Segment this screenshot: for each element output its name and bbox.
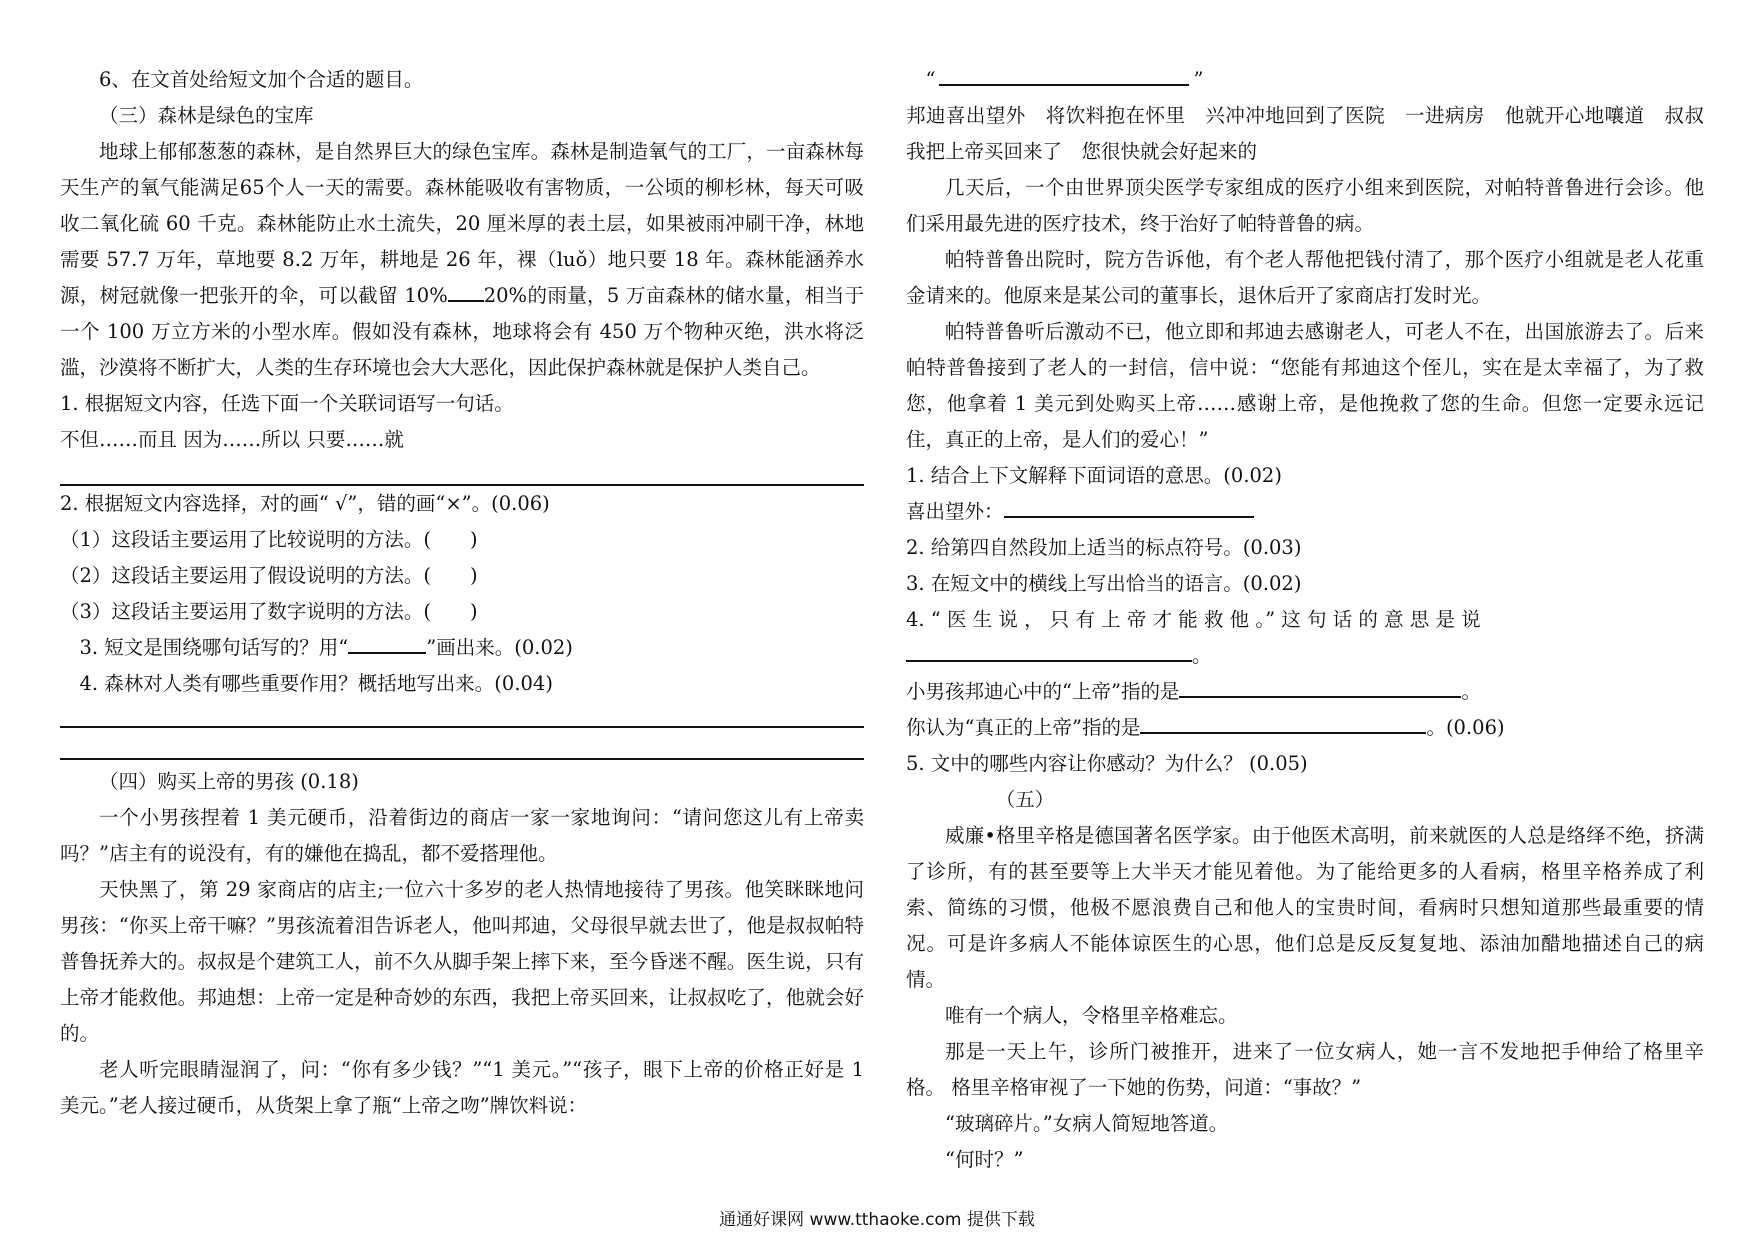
left-column xyxy=(60,62,864,1124)
section-4-q4-b xyxy=(906,674,1704,710)
section-4-paragraph: 天快黑了，第 29 家商店的店主;一位六十多岁的老人热情地接待了男孩。他笑眯眯地问男孩：“你买上帝干嘛？”男孩流着泪告诉老人，他叫邦迪，父母很早就去世了，他是叔叔帕特普鲁抚养大的。叔叔是个建筑工人，前不久从脚手架上摔下来，至今昏迷不醒。医生说，只有上帝才能救他。邦迪想：上帝一定是种奇妙的东西，我把上帝买回来，让叔叔吃了，他就会好的。 xyxy=(60,878,864,1045)
blank-line[interactable] xyxy=(1004,498,1254,518)
section-4-paragraph: 帕特普鲁出院时，院方告诉他，有个老人帮他把钱付清了，那个医疗小组就是老人花重金请来的。他原来是某公司的董事长，退休后开了家商店打发时光。 xyxy=(906,248,1704,307)
section-5-paragraph: 唯有一个病人，令格里辛格难忘。 xyxy=(945,1004,1238,1027)
q2-item-2: （2）这段话主要运用了假设说明的方法。( ) xyxy=(60,564,478,587)
section-3-title: （三）森林是绿色的宝库 xyxy=(99,104,314,127)
blank-line[interactable] xyxy=(348,634,426,654)
section-4-paragraph: 帕特普鲁听后激动不已，他立即和邦迪去感谢老人，可老人不在，出国旅游去了。后来帕特普鲁接到了老人的一封信，信中说：“您能有邦迪这个侄儿，实在是太幸福了，为了救您，他拿着 1 美元到处购买上帝……感谢上帝，是他挽救了您的生命。但您一定要永远记住，真正的上帝，是人们的爱心！” xyxy=(906,320,1704,451)
section-4-q4-c xyxy=(906,710,1704,746)
section-5-paragraph: 那是一天上午，诊所门被推开，进来了一位女病人，她一言不发地把手伸给了格里辛格。 格里辛格审视了一下她的伤势，问道：“事故？” xyxy=(906,1040,1704,1099)
section-4-q5: 5. 文中的哪些内容让你感动？为什么？ (0.05) xyxy=(906,752,1308,775)
section-3-q1: 1. 根据短文内容，任选下面一个关联词语写一句话。 xyxy=(60,392,514,415)
section-4-q4: 4. “ 医 生 说 ， 只 有 上 帝 才 能 救 他 。” 这 句 话 的 意 思 是 说 xyxy=(906,608,1481,631)
section-4-paragraph: 一个小男孩捏着 1 美元硬币，沿着街边的商店一家一家地询问：“请问您这儿有上帝卖吗？”店主有的说没有，有的嫌他在捣乱，都不爱搭理他。 xyxy=(60,806,864,865)
blank-line[interactable] xyxy=(1140,714,1426,734)
q4-b-end: 。 xyxy=(1461,680,1481,703)
question-6: 6、在文首处给短文加个合适的题目。 xyxy=(99,68,424,91)
quote-close: ” xyxy=(1193,68,1204,91)
quote-open: “ xyxy=(925,68,936,91)
q4-b-text: 小男孩邦迪心中的“上帝”指的是 xyxy=(906,680,1180,703)
section-3-paragraph-b: 20%的雨量，5 万亩森林的储水量，相当于一个 100 万立方米的小型水库。假如没有森林，地球将会有 450 万个物种灭绝，洪水将泛滥，沙漠将不断扩大，人类的生存环境也会大大恶化，因此保护森林就是保护人类自己。 xyxy=(60,284,864,379)
section-5-paragraph: 威廉•格里辛格是德国著名医学家。由于他医术高明，前来就医的人总是络绎不绝，挤满了诊所，有的甚至要等上大半天才能见着他。为了能给更多的人看病，格里辛格养成了利索、简练的习惯，他极不愿浪费自己和他人的宝贵时间，看病时只想知道那些最重要的情况。可是许多病人不能体谅医生的心思，他们总是反反复复地、添油加醋地描述自己的病情。 xyxy=(906,824,1704,991)
section-3-q1-words: 不但……而且 因为……所以 只要……就 xyxy=(60,428,404,451)
q3-text-b: ”画出来。(0.02) xyxy=(426,636,573,659)
q2-item-3: （3）这段话主要运用了数字说明的方法。( ) xyxy=(60,600,478,623)
q2-item-1: （1）这段话主要运用了比较说明的方法。( ) xyxy=(60,528,478,551)
q1-word-label: 喜出望外： xyxy=(906,500,1004,523)
section-3-paragraph xyxy=(60,134,864,386)
q4-c-text: 你认为“真正的上帝”指的是 xyxy=(906,716,1141,739)
section-4-q1-word xyxy=(906,494,1704,530)
answer-line[interactable] xyxy=(60,702,864,728)
section-4-q4-answer xyxy=(906,638,1704,674)
section-5-paragraph: “何时？” xyxy=(945,1148,1024,1171)
right-column xyxy=(906,62,1724,1178)
section-5-paragraph: “玻璃碎片。”女病人简短地答道。 xyxy=(945,1112,1229,1135)
blank-line[interactable] xyxy=(1179,678,1461,698)
section-3-q3 xyxy=(60,630,864,666)
section-4-q2: 2. 给第四自然段加上适当的标点符号。(0.03) xyxy=(906,536,1302,559)
section-4-paragraph-unpunctuated: 邦迪喜出望外 将饮料抱在怀里 兴冲冲地回到了医院 一进病房 他就开心地嚷道 叔叔 我把上帝买回来了 您很快就会好起来的 xyxy=(906,104,1724,163)
blank-line[interactable] xyxy=(939,66,1189,86)
answer-line[interactable] xyxy=(60,728,864,760)
section-4-q1: 1. 结合上下文解释下面词语的意思。(0.02) xyxy=(906,464,1282,487)
section-4-paragraph: 几天后，一个由世界顶尖医学专家组成的医疗小组来到医院，对帕特普鲁进行会诊。他们采用最先进的医疗技术，终于治好了帕特普鲁的病。 xyxy=(906,176,1704,235)
section-3-paragraph-a: 地球上郁郁葱葱的森林，是自然界巨大的绿色宝库。森林是制造氧气的工厂，一亩森林每天生产的氧气能满足65个人一天的需要。森林能吸收有害物质，一公顷的柳杉林，每天可吸收二氧化硫 60 千克。森林能防止水土流失，20 厘米厚的表土层，如果被雨冲刷干净，林地需要 57.7 万年，草地要 8.2 万年，耕地是 26 年，裸（luǒ）地只要 18 年。森林能涵养水源，树冠就像一把张开的伞，可以截留 10% xyxy=(60,140,864,307)
q4-end: 。 xyxy=(1192,644,1212,667)
quote-blank-line xyxy=(906,62,1704,98)
q3-text-a: 3. 短文是围绕哪句话写的？用“ xyxy=(79,636,349,659)
page-footer: 通通好课网 www.tthaoke.com 提供下载 xyxy=(719,1210,1035,1230)
answer-line[interactable] xyxy=(60,458,864,486)
blank-line[interactable] xyxy=(448,282,484,302)
section-4-paragraph: 老人听完眼睛湿润了，问：“你有多少钱？”“1 美元。”“孩子，眼下上帝的价格正好是 1 美元。”老人接过硬币，从货架上拿了瓶“上帝之吻”牌饮料说： xyxy=(60,1058,864,1117)
section-4-title: （四）购买上帝的男孩 (0.18) xyxy=(99,770,359,793)
section-3-q2: 2. 根据短文内容选择，对的画“ √”，错的画“×”。(0.06) xyxy=(60,492,550,515)
section-5-title: （五） xyxy=(995,788,1055,811)
blank-line[interactable] xyxy=(906,642,1192,662)
q4-c-end: 。(0.06) xyxy=(1426,716,1505,739)
section-4-q3: 3. 在短文中的横线上写出恰当的语言。(0.02) xyxy=(906,572,1302,595)
section-3-q4: 4. 森林对人类有哪些重要作用？概括地写出来。(0.04) xyxy=(79,672,553,695)
